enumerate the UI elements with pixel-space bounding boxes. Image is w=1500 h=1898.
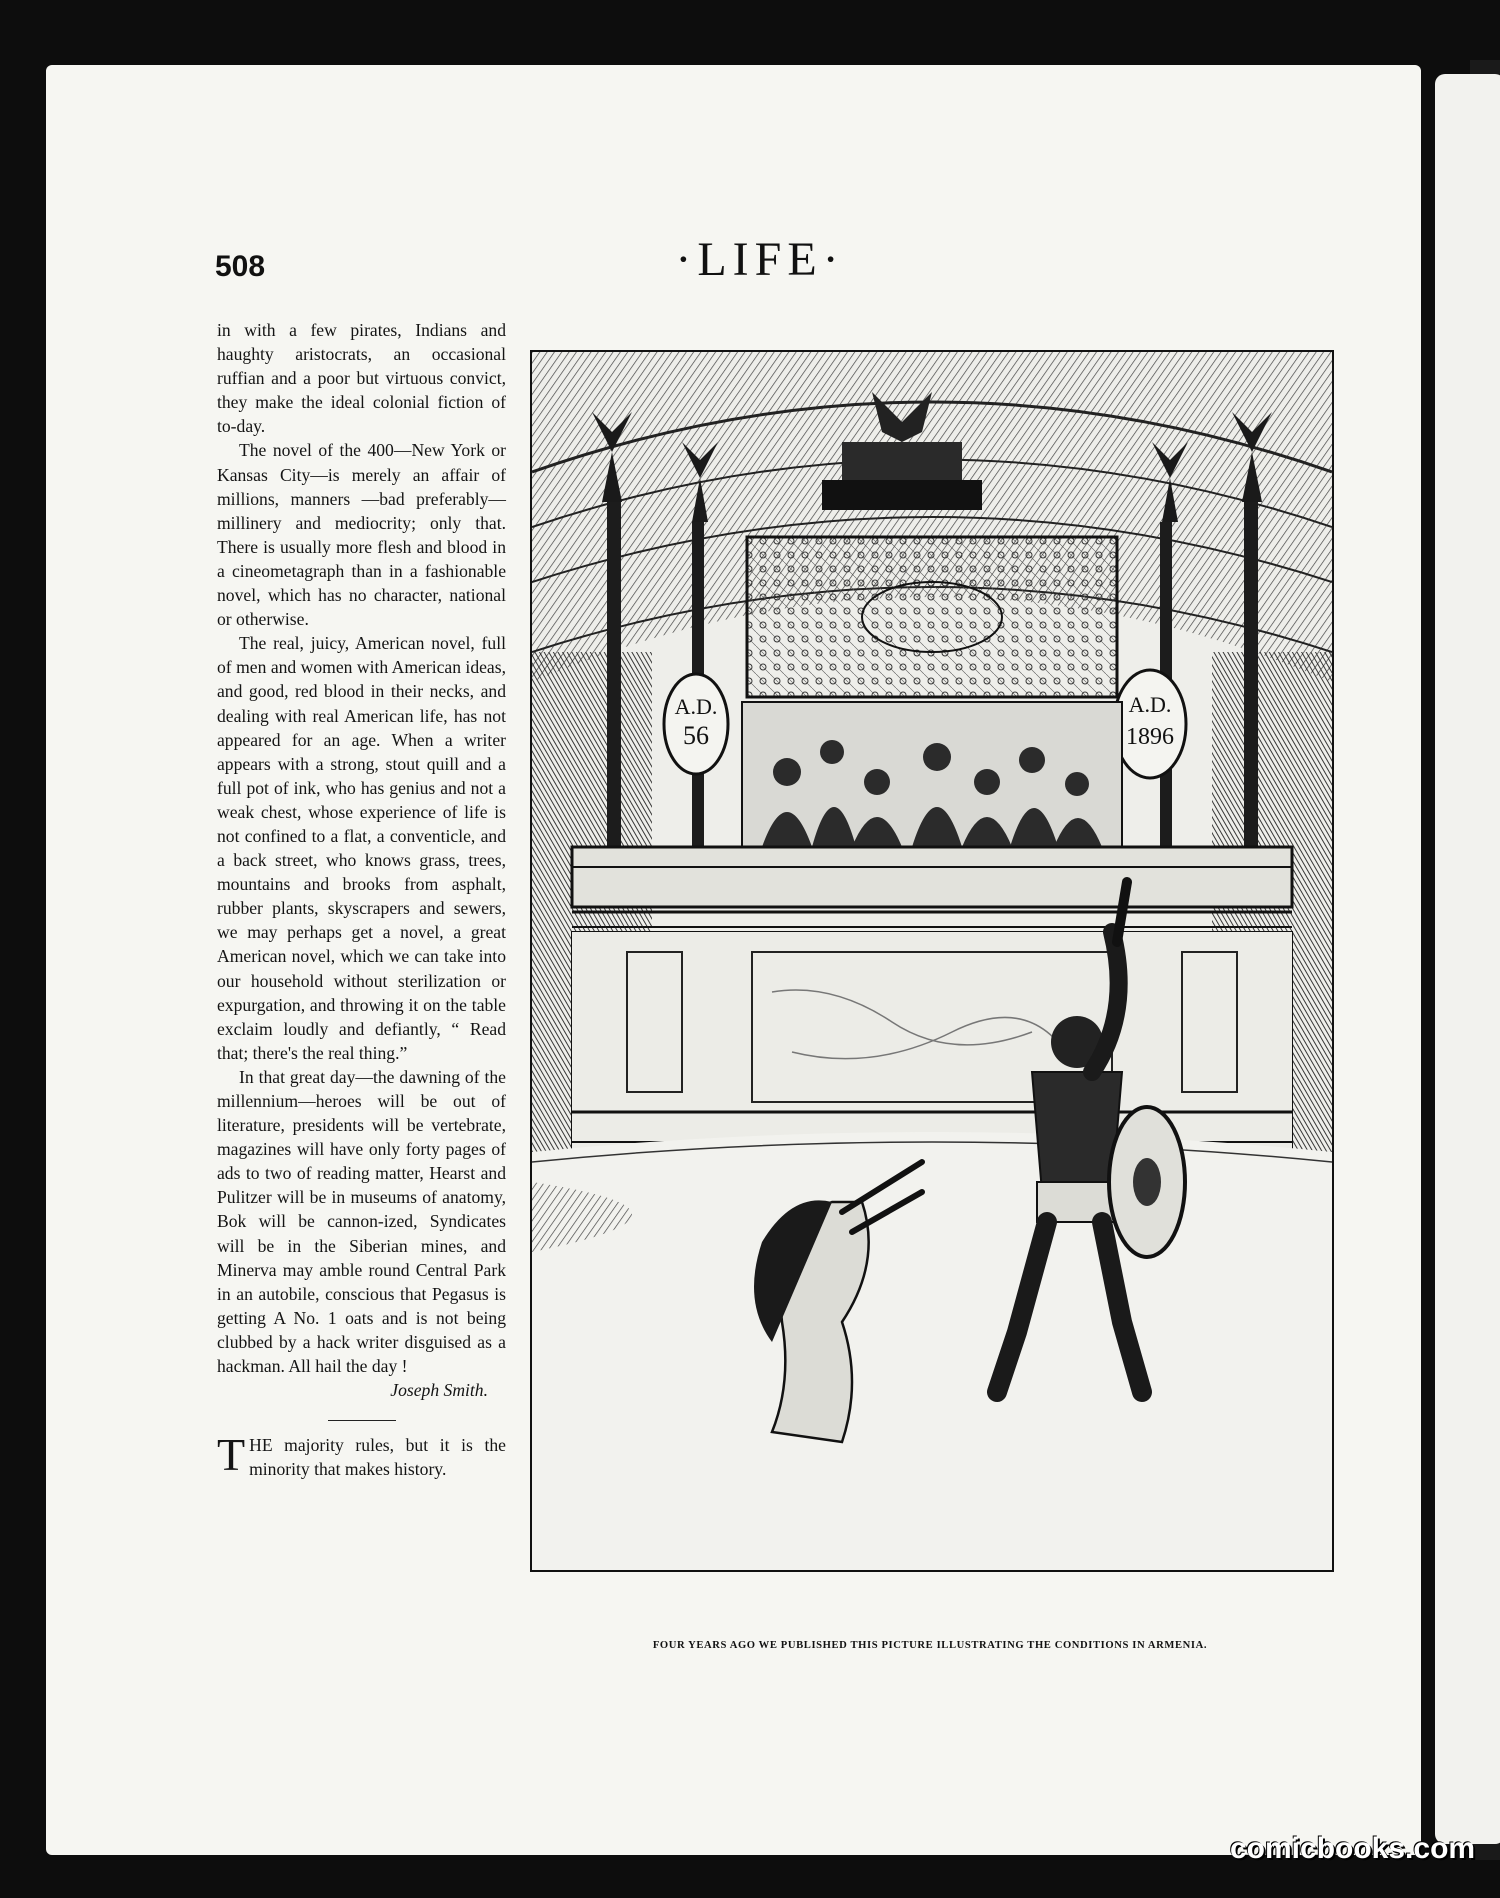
article-paragraph-1: in with a few pirates, Indians and haughty aristocrats, an occasional ruffian and a poor but virtuous convict, they make the ideal colonial fiction of to-day.	[217, 320, 506, 437]
article-signature: Joseph Smith.	[390, 1380, 488, 1401]
sign-ad-56	[664, 674, 728, 774]
arena-illustration	[530, 350, 1334, 1572]
sign-left-line1: A.D.	[674, 694, 718, 719]
sign-right-line1: A.D.	[1128, 692, 1172, 717]
sign-left-line2: 56	[683, 721, 709, 750]
adjacent-page-edge	[1435, 74, 1500, 1844]
page-number: 508	[215, 250, 266, 283]
article-paragraph-2: The novel of the 400—New York or Kansas City—is merely an affair of millions, manners —bad preferably—millinery and mediocrity; only that. There is usually more flesh and blood in a cineometagraph than in a fashionable novel, which has no character, national or otherwise.	[217, 440, 506, 630]
marble-wall	[572, 932, 1292, 1152]
site-watermark: comicbooks.com	[1230, 1832, 1476, 1865]
epigram-text: HE majority rules, but it is the minority that makes history.	[249, 1435, 506, 1480]
balcony-rail	[572, 847, 1292, 927]
epigram-dropcap: T	[217, 1429, 246, 1481]
sign-ad-1896	[1114, 670, 1186, 778]
hanging-tapestry	[747, 537, 1117, 697]
sign-right-line2: 1896	[1126, 724, 1174, 750]
article-paragraph-3: The real, juicy, American novel, full of men and women with American ideas, and good, red blood in their necks, and dealing with real American life, has not appeared for an age. When a writer appears with a strong, stout quill and a full pot of ink, who has genius and not a weak chest, whose experience of life is not confined to a flat, a conventicle, and a back street, who knows grass, trees, mountains and brooks from asphalt, rubber plants, skyscrapers and sewers, we may perhaps get a novel, a great American novel, which we can take into our household without sterilization or expurgation, and throwing it on the table exclaim loudly and defiantly, “ Read that; there's the real thing.”	[217, 633, 506, 1063]
section-divider	[328, 1420, 396, 1421]
article-paragraph-4: In that great day—the dawning of the millennium—heroes will be out of literature, presidents will be vertebrate, magazines will have only forty pages of ads to two of reading matter, Hearst and Pulitzer will be in museums of anatomy, Bok will be cannon-ized, Syndicates will be in the Siberian mines, and Minerva may amble round Central Park in an autobile, conscious that Pegasus is getting A No. 1 oats and is not being clubbed by a hack writer disguised as a hackman. All hail the day !	[217, 1066, 506, 1377]
epigram	[217, 1429, 506, 1481]
illustration-caption: FOUR YEARS AGO WE PUBLISHED THIS PICTURE ILLUSTRATING THE CONDITIONS IN ARMENIA.	[652, 1640, 1208, 1651]
arena-floor	[532, 1132, 1332, 1570]
article-column	[217, 318, 506, 1481]
masthead-title: ·LIFE·	[675, 233, 845, 286]
spectators-box	[742, 702, 1122, 847]
